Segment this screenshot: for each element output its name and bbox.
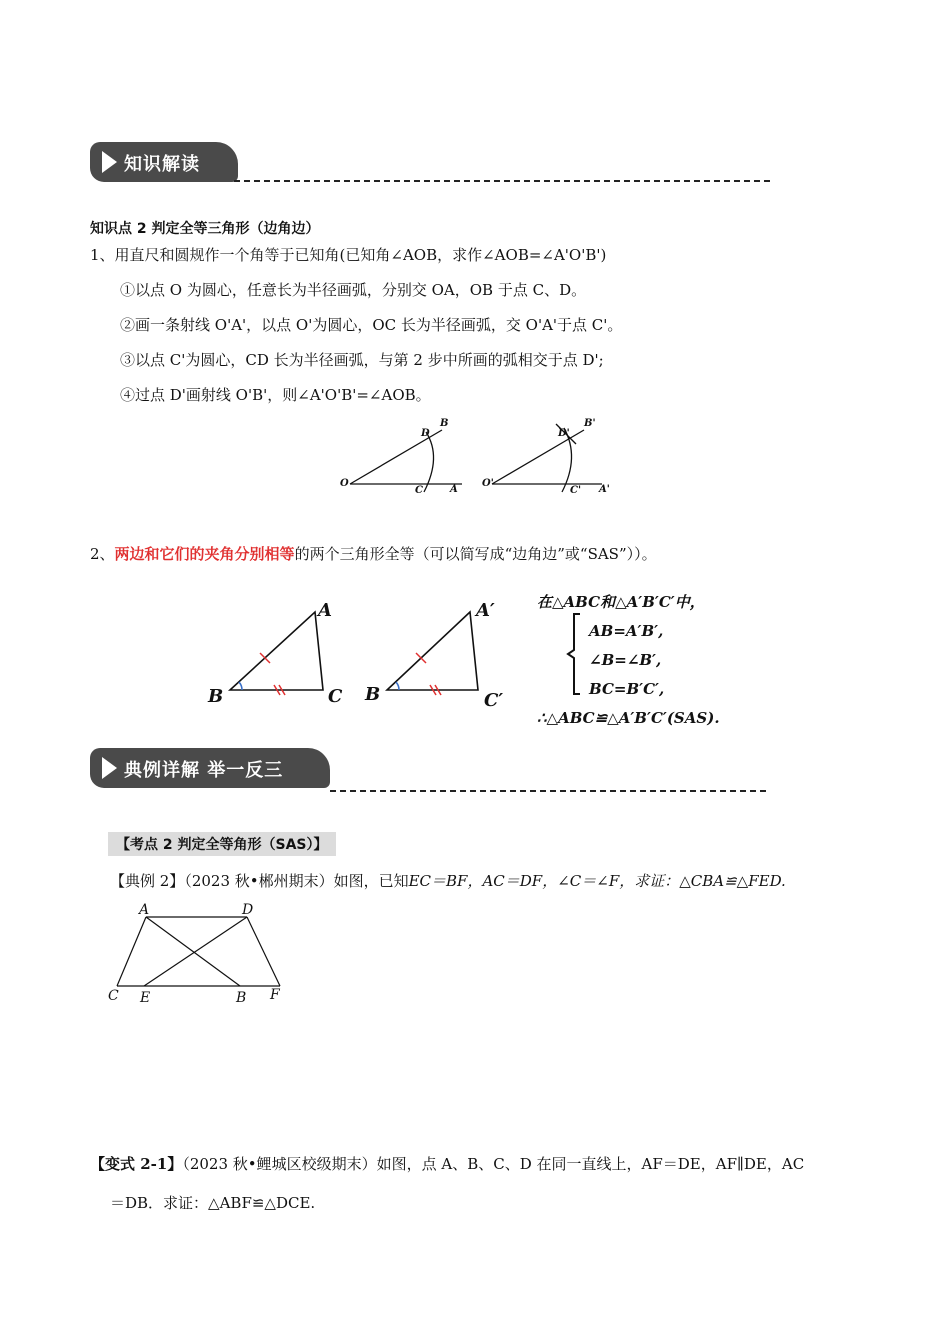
label-C: C [415,485,423,496]
proof-line-1: AB=A′B′, [589,622,664,640]
label-D: D [421,428,430,439]
example-2-figure [100,900,300,1010]
sas-triangles-figure [200,590,520,720]
ex-label-A: A [139,902,150,918]
variation-tag: 【变式 2-1】 [90,1155,183,1173]
knowledge-heading: 知识点 2 判定全等三角形（边角边） [90,221,320,237]
proof-line-0: 在△ABC和△A′B′C′中， [537,593,705,611]
step-2: ②画一条射线 O'A'，以点 O'为圆心，OC 长为半径画弧，交 O'A'于点 C'。 [120,316,623,334]
example-2-condition: EC＝BF，AC＝DF，∠C＝∠F，求证：△CBA≌△FED. [408,872,786,890]
tri2-label-A: A′ [476,600,495,621]
label-C-prime: C' [570,485,582,496]
tri1-label-A: A [318,600,332,621]
ex-label-B: B [236,990,247,1006]
dashed-divider [234,180,770,182]
item-2 [90,543,657,565]
tri2-label-B: B [365,684,381,705]
example-2-tag: 【典例 2】 [110,872,185,890]
variation-line-2: ＝DB．求证：△ABF≌△DCE. [110,1194,316,1212]
brace-icon [566,612,586,696]
step-3: ③以点 C'为圆心，CD 长为半径画弧，与第 2 步中所画的弧相交于点 D'; [120,351,604,369]
label-B: B [440,418,449,429]
variation-2-1 [90,1153,804,1175]
label-B-prime: B' [584,418,596,429]
proof-line-2: ∠B=∠B′, [589,651,662,669]
angle-construction-figure [330,412,630,502]
item-2-suffix: 的两个三角形全等（可以简写成“边角边”或“SAS”））。 [294,545,657,563]
ex-label-E: E [140,990,151,1006]
label-D-prime: D' [558,428,570,439]
sas-proof [537,588,720,733]
example-2-source: （2023 秋•郴州期末）如图，已知 [184,872,409,890]
tri1-label-C: C [328,686,343,707]
proof-line-3: BC=B′C′, [589,680,665,698]
play-icon [102,757,117,779]
label-O-prime: O' [482,478,494,489]
label-A: A [450,484,458,495]
label-O: O [340,478,349,489]
tri1-label-B: B [208,686,224,707]
ex-label-C: C [108,988,119,1004]
step-4: ④过点 D'画射线 O'B'，则∠A'O'B'=∠AOB。 [120,386,431,404]
example-2 [110,870,786,892]
proof-line-4: ∴△ABC≌△A′B′C′(SAS). [537,709,720,727]
label-A-prime: A' [599,484,610,495]
tri2-label-C: C′ [484,690,504,711]
ex-label-F: F [270,987,280,1003]
play-icon [102,151,117,173]
item-2-highlight: 两边和它们的夹角分别相等 [114,545,295,563]
step-1: ①以点 O 为圆心，任意长为半径画弧，分别交 OA，OB 于点 C、D。 [120,281,587,299]
variation-line-1: （2023 秋•鲤城区校级期末）如图，点 A、B、C、D 在同一直线上，AF＝DE，AF∥DE，AC [182,1155,805,1173]
ex-label-D: D [242,902,254,918]
item-2-prefix: 2、 [90,545,115,563]
item-1: 1、用直尺和圆规作一个角等于已知角(已知角∠AOB，求作∠AOB=∠A'O'B') [90,246,607,264]
dashed-divider [330,790,766,792]
exam-point-label: 【考点 2 判定全等角形（SAS）】 [108,832,336,856]
